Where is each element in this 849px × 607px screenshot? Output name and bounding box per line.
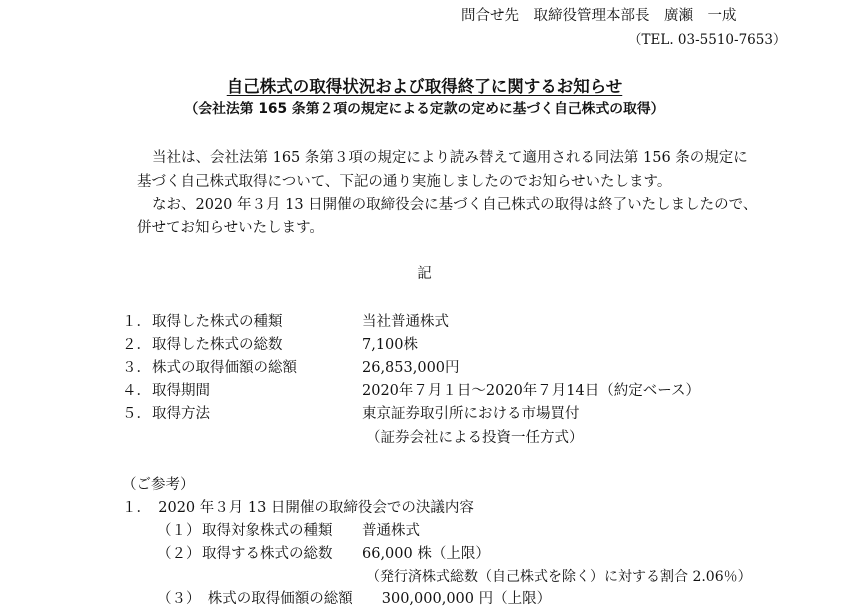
tel-line: （TEL. 03-5510-7653） bbox=[628, 32, 787, 48]
item-2-value: 7,100株 bbox=[362, 337, 419, 353]
document-title: 自己株式の取得状況および取得終了に関するお知らせ bbox=[226, 77, 623, 96]
reference-heading: （ご参考） bbox=[122, 477, 195, 493]
item-1-number: １． bbox=[122, 314, 151, 330]
item-3-label: 株式の取得価額の総額 bbox=[152, 360, 297, 376]
body-paragraph-1-line-1: 当社は、会社法第 165 条第３項の規定により読み替えて適用される同法第 156 条の規定に bbox=[152, 150, 748, 166]
reference-sub-2-label: 取得する株式の総数 bbox=[202, 546, 333, 562]
item-2-label: 取得した株式の総数 bbox=[152, 337, 283, 353]
contact-line: 問合せ先 取締役管理本部長 廣瀬 一成 bbox=[461, 8, 737, 24]
item-5-value: 東京証券取引所における市場買付 bbox=[362, 406, 580, 422]
reference-sub-2-value: 66,000 株（上限） bbox=[362, 546, 490, 562]
item-1-value: 当社普通株式 bbox=[362, 314, 449, 330]
item-5-label: 取得方法 bbox=[152, 406, 210, 422]
reference-sub-3-partial: （３） 株式の取得価額の総額 300,000,000 円（上限） bbox=[157, 591, 552, 607]
item-3-value: 26,853,000円 bbox=[362, 360, 460, 376]
item-5-note: （証券会社による投資一任方式） bbox=[366, 430, 584, 446]
reference-sub-1-label: 取得対象株式の種類 bbox=[202, 523, 333, 539]
item-5-number: ５． bbox=[122, 406, 151, 422]
document-subtitle: （会社法第 165 条第２項の規定による定款の定めに基づく自己株式の取得） bbox=[184, 101, 665, 117]
body-paragraph-1-line-2: 基づく自己株式取得について、下記の通り実施しましたのでお知らせいたします。 bbox=[137, 174, 672, 190]
body-paragraph-2-line-1: なお、2020 年３月 13 日開催の取締役会に基づく自己株式の取得は終了いたしましたので、 bbox=[152, 197, 758, 213]
item-4-number: ４． bbox=[122, 383, 151, 399]
item-1-label: 取得した株式の種類 bbox=[152, 314, 283, 330]
item-3-number: ３． bbox=[122, 360, 151, 376]
reference-sub-2-note: （発行済株式総数（自己株式を除く）に対する割合 2.06％） bbox=[366, 569, 752, 585]
reference-item-1: １． 2020 年３月 13 日開催の取締役会での決議内容 bbox=[122, 500, 474, 516]
item-4-label: 取得期間 bbox=[152, 383, 210, 399]
item-4-value: 2020年７月１日～2020年７月14日（約定ベース） bbox=[362, 383, 701, 399]
item-2-number: ２． bbox=[122, 337, 151, 353]
reference-sub-1-value: 普通株式 bbox=[362, 523, 420, 539]
ki-marker: 記 bbox=[417, 266, 432, 282]
body-paragraph-2-line-2: 併せてお知らせいたします。 bbox=[137, 220, 324, 236]
reference-sub-2-number: （２） bbox=[157, 546, 201, 562]
reference-sub-1-number: （１） bbox=[157, 523, 201, 539]
